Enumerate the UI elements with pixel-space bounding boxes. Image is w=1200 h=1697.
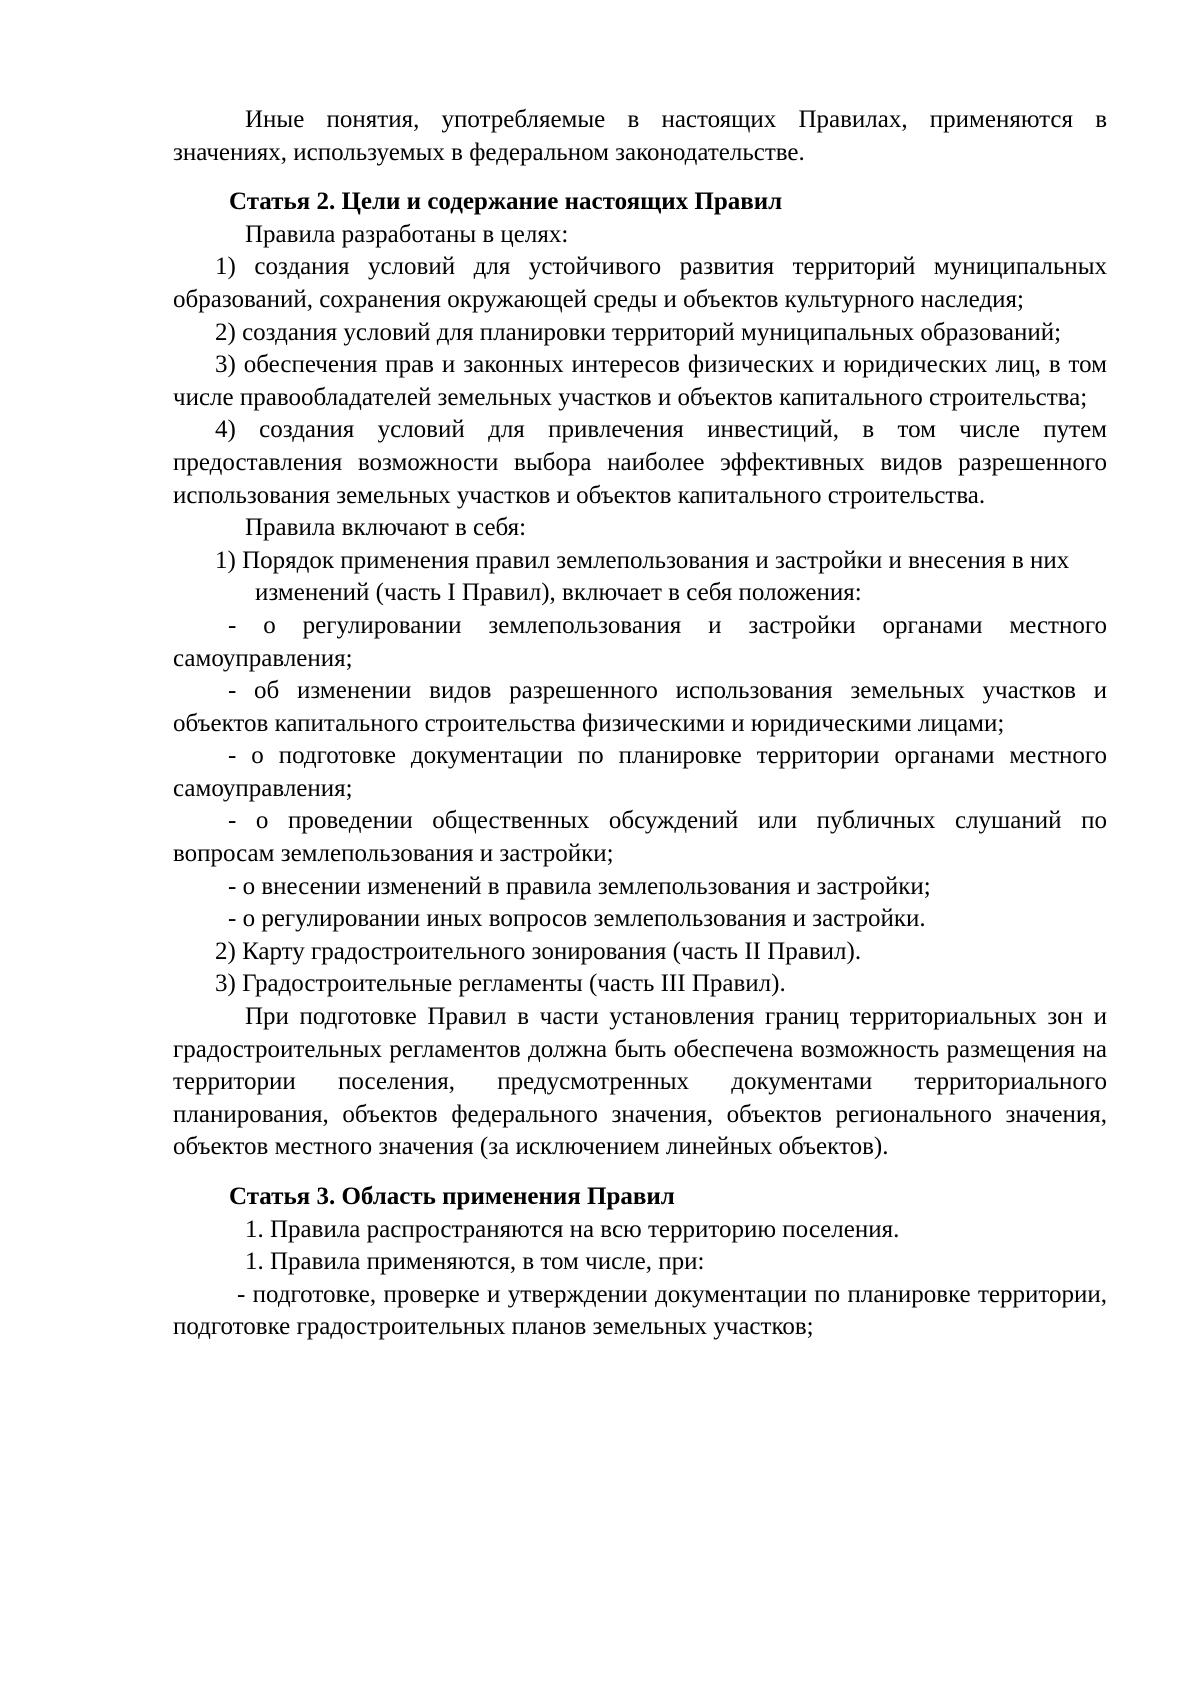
provision-item: - о регулировании землепользования и застройки органами местного самоуправления; [173,611,1107,672]
provision-item: - об изменении видов разрешенного использования земельных участков и объектов капитального строительства физическими и юридическими лицами; [173,677,1107,737]
goal-item: 3) обеспечения прав и законных интересов физических и юридических лиц, в том числе правообладателей земельных участков и объектов капитального строительства; [173,351,1107,411]
goal-item: 1) создания условий для устойчивого развития территорий муниципальных образований, сохранения окружающей среды и объектов культурного наследия; [173,253,1107,313]
intro-paragraph: Иные понятия, употребляемые в настоящих Правилах, применяются в значениях, используемых в федеральном законодательстве. [173,106,1107,166]
provision-item: - о внесении изменений в правила землепользования и застройки; [228,872,931,900]
article-3-heading: Статья 3. Область применения Правил [229,1183,675,1210]
part-2-item: 2) Карту градостроительного зонирования (часть II Правил). [215,937,862,965]
scope-item: 1. Правила применяются, в том числе, при: [245,1248,705,1276]
provision-item: - о подготовке документации по планировке территории органами местного самоуправления; [173,742,1107,802]
part-3-item: 3) Градостроительные регламенты (часть III Правил). [215,970,786,998]
contents-lead: Правила включают в себя: [245,514,527,542]
closing-paragraph: При подготовке Правил в части установления границ территориальных зон и градостроительных регламентов должна быть обеспечена возможность размещения на территории поселения, предусмотренных документами территориального планирования, объектов федерального значения, объектов регионального значения, объектов местного значения (за исключением линейных объектов). [173,1003,1107,1161]
goals-lead: Правила разработаны в целях: [245,220,569,248]
scope-item: 1. Правила распространяются на всю территорию поселения. [245,1215,900,1243]
part-1-item: 1) Порядок применения правил землепользования и застройки и внесения в них изменений (часть I Правил), включает в себя положения: [215,546,1070,607]
document-page [173,104,1107,1344]
goal-item: 4) создания условий для привлечения инвестиций, в том числе путем предоставления возможности выбора наиболее эффективных видов разрешенного использования земельных участков и объектов капитального строительства. [173,416,1107,509]
provision-item: - о регулировании иных вопросов землепользования и застройки. [228,905,926,933]
scope-item: - подготовке, проверке и утверждении документации по планировке территории, подготовке градостроительных планов земельных участков; [173,1280,1107,1341]
goal-item: 2) создания условий для планировки территорий муниципальных образований; [215,318,1062,346]
article-2-heading: Статья 2. Цели и содержание настоящих Правил [229,188,783,216]
provision-item: - о проведении общественных обсуждений или публичных слушаний по вопросам землепользования и застройки; [173,807,1107,868]
